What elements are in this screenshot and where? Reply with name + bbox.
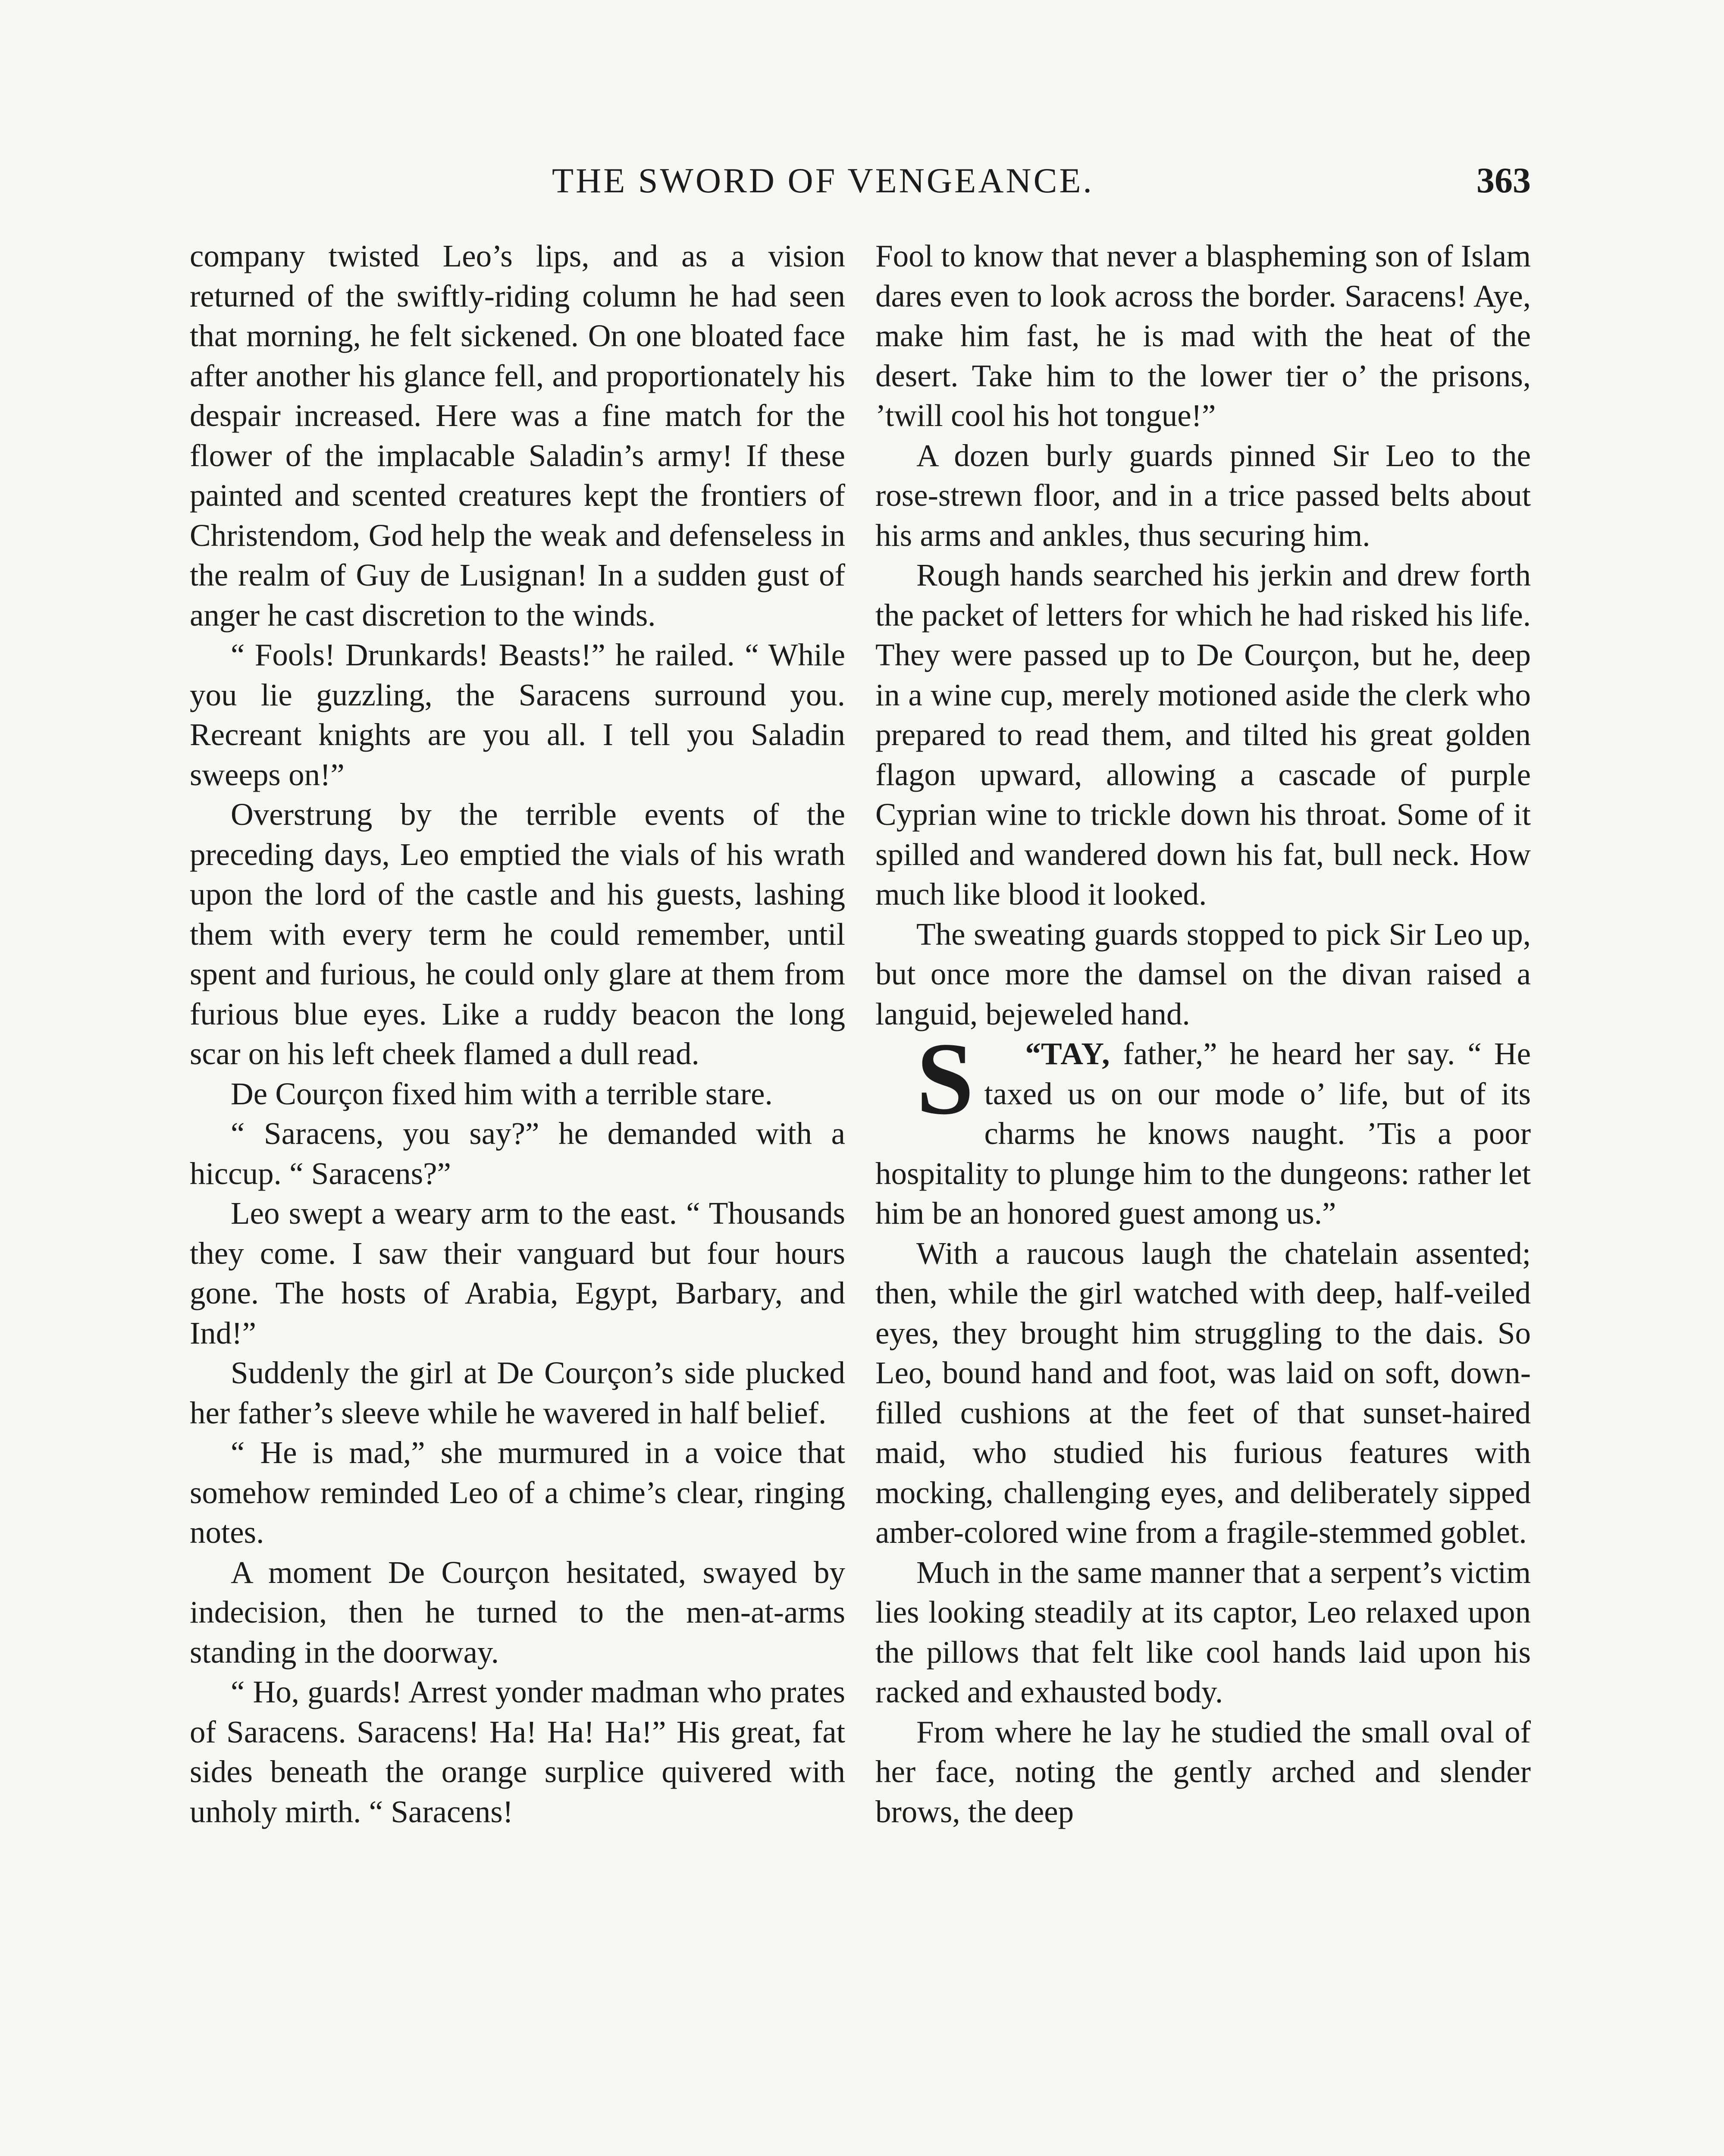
paragraph: From where he lay he studied the small oval of her face, noting the gently arched and slender brows, the deep — [875, 1714, 1531, 1829]
page-number: 363 — [1476, 160, 1531, 201]
dropcap-smallcaps: TAY, — [1041, 1036, 1111, 1071]
paragraph: Fool to know that never a blaspheming son of Islam dares even to look across the border. Saracens! Aye, make him fast, he is mad with the heat of the desert. Take him to the lower tier o’ the prisons, ’twill cool his hot tongue!” — [875, 238, 1531, 433]
paragraph: Overstrung by the terrible events of the preceding days, Leo emptied the vials of his wrath upon the lord of the castle and his guests, lashing them with every term he could remember, until spent and furious, he could only glare at them from furious blue eyes. Like a ruddy beacon the long scar on his left cheek flamed a dull read. — [190, 797, 845, 1071]
paragraph: Leo swept a weary arm to the east. “ Thousands they come. I saw their vanguard but four hours gone. The hosts of Arabia, Egypt, Barbary, and Ind!” — [190, 1196, 845, 1351]
dropcap-text: father,” he heard her say. “ He taxed us on our mode o’ life, but of its charms he knows naught. ’Tis a poor hospitality to plunge him to the dungeons: rather let him be an honored guest among us.” — [875, 1036, 1531, 1231]
dropcap-open-quote: “ — [1025, 1036, 1041, 1071]
drop-cap-initial: S — [916, 1021, 974, 1136]
paragraph: With a raucous laugh the chatelain assented; then, while the girl watched with deep, half-veiled eyes, they brought him struggling to the dais. So Leo, bound hand and foot, was laid on soft, down-filled cushions at the feet of that sunset-haired maid, who studied his furious features with mocking, challenging eyes, and deliberately sipped amber-colored wine from a fragile-stemmed goblet. — [875, 1235, 1531, 1550]
dropcap-paragraph — [875, 1021, 1531, 1234]
paragraph: The sweating guards stopped to pick Sir Leo up, but once more the damsel on the divan raised a languid, bejeweled hand. — [875, 916, 1531, 1031]
paragraph: A dozen burly guards pinned Sir Leo to the rose-strewn floor, and in a trice passed belts about his arms and ankles, thus securing him. — [875, 438, 1531, 553]
paragraph: “ Fools! Drunkards! Beasts!” he railed. “ While you lie guzzling, the Saracens surround you. Recreant knights are you all. I tell you Saladin sweeps on!” — [190, 637, 845, 792]
right-column — [875, 236, 1531, 1832]
running-title: THE SWORD OF VENGEANCE. — [552, 161, 1094, 200]
paragraph: Much in the same manner that a serpent’s victim lies looking steadily at its captor, Leo relaxed upon the pillows that felt like cool hands laid upon his racked and exhausted body. — [875, 1554, 1531, 1709]
paragraph: Suddenly the girl at De Courçon’s side plucked her father’s sleeve while he wavered in half belief. — [190, 1355, 845, 1430]
paragraph: A moment De Courçon hesitated, swayed by indecision, then he turned to the men-at-arms standing in the doorway. — [190, 1554, 845, 1670]
paragraph: Rough hands searched his jerkin and drew forth the packet of letters for which he had risked his life. They were passed up to De Courçon, but he, deep in a wine cup, merely motioned aside the clerk who prepared to read them, and tilted his great golden flagon upward, allowing a cascade of purple Cyprian wine to trickle down his throat. Some of it spilled and wandered down his fat, bull neck. How much like blood it looked. — [875, 558, 1531, 912]
paragraph: “ Saracens, you say?” he demanded with a hiccup. “ Saracens?” — [190, 1116, 845, 1191]
paragraph: De Courçon fixed him with a terrible stare. — [231, 1076, 773, 1111]
paragraph: “ He is mad,” she murmured in a voice that somehow reminded Leo of a chime’s clear, ringing notes. — [190, 1435, 845, 1550]
left-column — [190, 236, 845, 1832]
paragraph: company twisted Leo’s lips, and as a vision returned of the swiftly-riding column he had seen that morning, he felt sickened. On one bloated face after another his glance fell, and proportionately his despair increased. Here was a fine match for the flower of the implacable Saladin’s army! If these painted and scented creatures kept the frontiers of Christendom, God help the weak and defenseless in the realm of Guy de Lusignan! In a sudden gust of anger he cast discretion to the winds. — [190, 238, 845, 633]
paragraph: “ Ho, guards! Arrest yonder madman who prates of Saracens. Saracens! Ha! Ha! Ha!” His great, fat sides beneath the orange surplice quivered with unholy mirth. “ Saracens! — [190, 1674, 845, 1829]
